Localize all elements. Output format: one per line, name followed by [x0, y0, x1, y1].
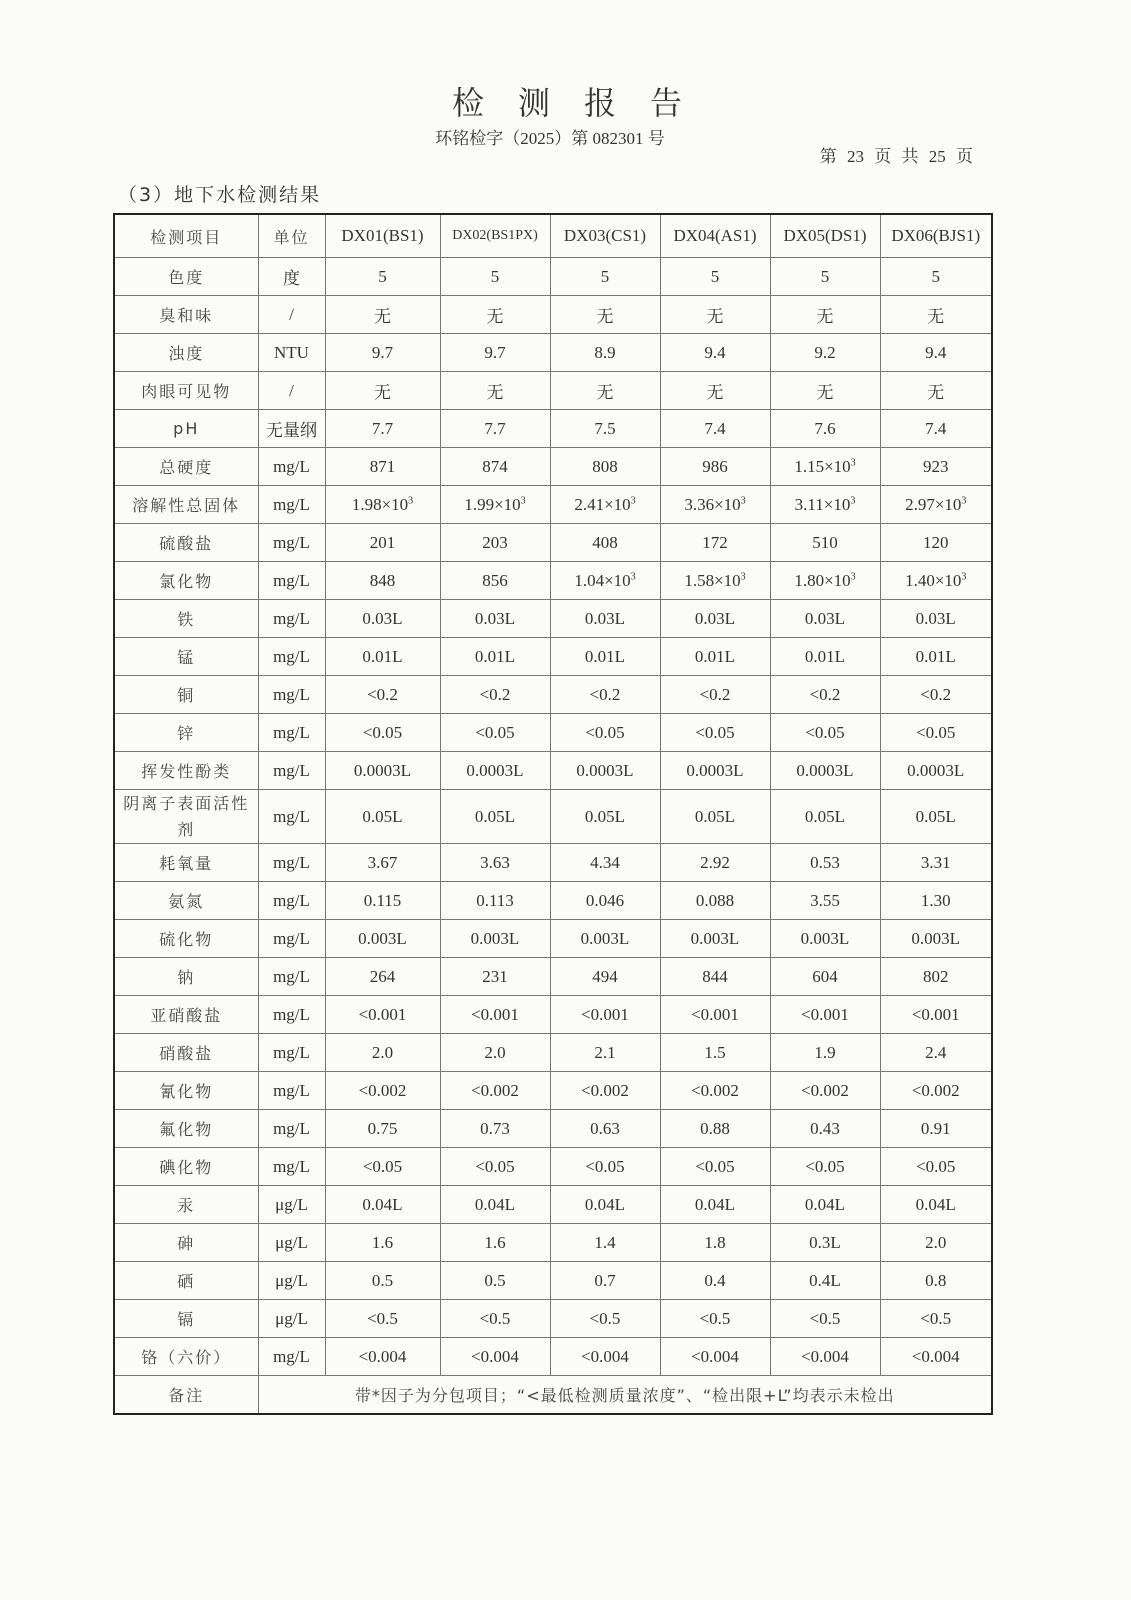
result-cell: 0.03L	[660, 600, 770, 638]
result-cell: 808	[550, 448, 660, 486]
result-cell: 2.92	[660, 844, 770, 882]
row-unit: mg/L	[258, 1110, 325, 1148]
result-cell: 9.7	[440, 334, 550, 372]
row-item-name: 臭和味	[114, 296, 258, 334]
exponent: 3	[740, 494, 746, 506]
result-cell: 0.5	[440, 1262, 550, 1300]
result-cell: 172	[660, 524, 770, 562]
table-row	[114, 714, 992, 752]
note-label: 备注	[114, 1376, 258, 1415]
report-title: 检测报告	[451, 84, 716, 122]
table-row	[114, 1148, 992, 1186]
result-cell: 0.0003L	[880, 752, 992, 790]
table-row	[114, 296, 992, 334]
row-item-name: 硝酸盐	[114, 1034, 258, 1072]
row-unit: mg/L	[258, 882, 325, 920]
result-cell: 无	[660, 296, 770, 334]
result-cell: <0.004	[550, 1338, 660, 1376]
result-cell: 2.4	[880, 1034, 992, 1072]
result-cell: 203	[440, 524, 550, 562]
result-cell: 9.7	[325, 334, 440, 372]
result-cell: 844	[660, 958, 770, 996]
table-row	[114, 844, 992, 882]
result-cell: 无	[440, 296, 550, 334]
exponent: 3	[740, 570, 746, 582]
row-item-name: 砷	[114, 1224, 258, 1262]
row-item-name: 硫化物	[114, 920, 258, 958]
row-unit: mg/L	[258, 790, 325, 844]
result-cell: $1.80\times 10^3$	[770, 562, 880, 600]
row-unit: mg/L	[258, 1338, 325, 1376]
result-cell: 120	[880, 524, 992, 562]
result-cell: 0.04L	[770, 1186, 880, 1224]
result-cell: 9.4	[660, 334, 770, 372]
result-cell: <0.05	[880, 714, 992, 752]
result-cell: 7.7	[440, 410, 550, 448]
result-cell: <0.2	[440, 676, 550, 714]
result-cell: <0.5	[550, 1300, 660, 1338]
result-cell: 0.04L	[550, 1186, 660, 1224]
row-unit: mg/L	[258, 1034, 325, 1072]
result-cell: $1.04\times 10^3$	[550, 562, 660, 600]
result-cell: 7.6	[770, 410, 880, 448]
result-cell: 无	[770, 372, 880, 410]
report-number: 环铭检字（2025）第 082301 号	[435, 129, 665, 148]
result-cell: 8.9	[550, 334, 660, 372]
exponent: 3	[630, 570, 636, 582]
result-cell: 3.55	[770, 882, 880, 920]
table-row	[114, 1186, 992, 1224]
result-cell: 0.05L	[440, 790, 550, 844]
result-cell: 0.63	[550, 1110, 660, 1148]
column-header-dx03: DX03(CS1)	[550, 214, 660, 258]
result-cell: 0.88	[660, 1110, 770, 1148]
result-cell: <0.001	[660, 996, 770, 1034]
table-header-row	[114, 214, 992, 258]
result-cell: $2.41\times 10^3$	[550, 486, 660, 524]
row-unit: mg/L	[258, 996, 325, 1034]
result-cell: 874	[440, 448, 550, 486]
result-cell: 无	[880, 296, 992, 334]
result-cell: <0.001	[550, 996, 660, 1034]
row-item-name: 氟化物	[114, 1110, 258, 1148]
table-row	[114, 882, 992, 920]
result-cell: 3.31	[880, 844, 992, 882]
result-cell: 无	[550, 372, 660, 410]
result-cell: <0.05	[550, 714, 660, 752]
note-row	[114, 1376, 992, 1415]
result-cell: 0.03L	[550, 600, 660, 638]
result-cell: <0.002	[660, 1072, 770, 1110]
result-cell: 0.0003L	[660, 752, 770, 790]
result-cell: 0.53	[770, 844, 880, 882]
result-cell: <0.05	[325, 1148, 440, 1186]
exponent: 3	[850, 456, 856, 468]
result-cell: 5	[325, 258, 440, 296]
row-item-name: 铜	[114, 676, 258, 714]
table-row	[114, 562, 992, 600]
result-cell: <0.5	[770, 1300, 880, 1338]
result-cell: 0.0003L	[770, 752, 880, 790]
result-cell: 1.9	[770, 1034, 880, 1072]
row-unit: μg/L	[258, 1186, 325, 1224]
result-cell: 7.7	[325, 410, 440, 448]
result-cell: <0.05	[880, 1148, 992, 1186]
row-unit: mg/L	[258, 958, 325, 996]
result-cell: <0.05	[325, 714, 440, 752]
table-row	[114, 334, 992, 372]
result-cell: 923	[880, 448, 992, 486]
result-cell: 231	[440, 958, 550, 996]
result-cell: <0.001	[880, 996, 992, 1034]
result-cell: 856	[440, 562, 550, 600]
row-unit: μg/L	[258, 1224, 325, 1262]
row-unit: 无量纲	[258, 410, 325, 448]
result-cell: 0.088	[660, 882, 770, 920]
row-unit: NTU	[258, 334, 325, 372]
column-header-dx02: DX02(BS1PX)	[440, 214, 550, 258]
result-cell: 0.003L	[550, 920, 660, 958]
row-item-name: 阴离子表面活性剂	[114, 790, 258, 844]
result-cell: <0.002	[770, 1072, 880, 1110]
column-header-unit: 单位	[258, 214, 325, 258]
result-cell: 0.03L	[880, 600, 992, 638]
result-cell: <0.001	[325, 996, 440, 1034]
result-cell: <0.002	[440, 1072, 550, 1110]
table-row	[114, 524, 992, 562]
result-cell: 0.03L	[440, 600, 550, 638]
table-row	[114, 996, 992, 1034]
row-unit: mg/L	[258, 920, 325, 958]
column-header-dx01: DX01(BS1)	[325, 214, 440, 258]
result-cell: <0.05	[440, 714, 550, 752]
row-unit: mg/L	[258, 448, 325, 486]
table-row	[114, 790, 992, 844]
result-cell: 0.05L	[770, 790, 880, 844]
result-cell: 7.5	[550, 410, 660, 448]
result-cell: 0.0003L	[440, 752, 550, 790]
result-cell: <0.004	[325, 1338, 440, 1376]
table-row	[114, 258, 992, 296]
table-row	[114, 1110, 992, 1148]
result-cell: <0.5	[325, 1300, 440, 1338]
row-unit: 度	[258, 258, 325, 296]
result-cell: 408	[550, 524, 660, 562]
row-item-name: 氯化物	[114, 562, 258, 600]
result-cell: <0.002	[325, 1072, 440, 1110]
result-cell: 0.04L	[440, 1186, 550, 1224]
result-cell: 0.05L	[660, 790, 770, 844]
row-unit: mg/L	[258, 752, 325, 790]
table-row	[114, 752, 992, 790]
column-header-dx06: DX06(BJS1)	[880, 214, 992, 258]
table-row	[114, 1224, 992, 1262]
result-cell: 5	[550, 258, 660, 296]
result-cell: 3.67	[325, 844, 440, 882]
row-unit: mg/L	[258, 714, 325, 752]
result-cell: 0.05L	[880, 790, 992, 844]
table-row	[114, 638, 992, 676]
result-cell: $3.11\times 10^3$	[770, 486, 880, 524]
table-row	[114, 1262, 992, 1300]
row-unit: mg/L	[258, 562, 325, 600]
result-cell: $1.98\times 10^3$	[325, 486, 440, 524]
row-unit: μg/L	[258, 1262, 325, 1300]
result-cell: 无	[440, 372, 550, 410]
result-cell: 2.1	[550, 1034, 660, 1072]
result-cell: 4.34	[550, 844, 660, 882]
result-cell: 0.8	[880, 1262, 992, 1300]
result-cell: 9.4	[880, 334, 992, 372]
result-cell: <0.2	[325, 676, 440, 714]
row-item-name: 总硬度	[114, 448, 258, 486]
row-unit: mg/L	[258, 486, 325, 524]
row-item-name: 铬（六价）	[114, 1338, 258, 1376]
result-cell: 802	[880, 958, 992, 996]
result-cell: 0.5	[325, 1262, 440, 1300]
result-cell: 0.113	[440, 882, 550, 920]
result-cell: 0.01L	[325, 638, 440, 676]
table-row	[114, 372, 992, 410]
result-cell: 0.75	[325, 1110, 440, 1148]
result-cell: 无	[770, 296, 880, 334]
result-cell: 0.05L	[325, 790, 440, 844]
result-cell: 1.6	[440, 1224, 550, 1262]
result-cell: 0.003L	[880, 920, 992, 958]
result-cell: 9.2	[770, 334, 880, 372]
result-cell: 0.003L	[660, 920, 770, 958]
row-item-name: 溶解性总固体	[114, 486, 258, 524]
row-unit: mg/L	[258, 1148, 325, 1186]
result-cell: 1.4	[550, 1224, 660, 1262]
result-cell: <0.2	[770, 676, 880, 714]
result-cell: <0.5	[880, 1300, 992, 1338]
result-cell: 0.73	[440, 1110, 550, 1148]
result-cell: <0.002	[550, 1072, 660, 1110]
result-cell: 1.5	[660, 1034, 770, 1072]
row-item-name: 亚硝酸盐	[114, 996, 258, 1034]
row-item-name: 碘化物	[114, 1148, 258, 1186]
result-cell: $1.40\times 10^3$	[880, 562, 992, 600]
result-cell: 1.8	[660, 1224, 770, 1262]
result-cell: 0.03L	[325, 600, 440, 638]
result-cell: 0.04L	[880, 1186, 992, 1224]
row-item-name: 挥发性酚类	[114, 752, 258, 790]
result-cell: 无	[325, 372, 440, 410]
result-cell: 0.4L	[770, 1262, 880, 1300]
section-title: （3）地下水检测结果	[118, 184, 322, 206]
result-cell: 201	[325, 524, 440, 562]
note-text: 带*因子为分包项目；“<最低检测质量浓度”、“检出限+L”均表示未检出	[258, 1376, 992, 1415]
result-cell: 1.30	[880, 882, 992, 920]
exponent: 3	[408, 494, 414, 506]
result-cell: <0.002	[880, 1072, 992, 1110]
row-item-name: 氰化物	[114, 1072, 258, 1110]
result-cell: <0.2	[660, 676, 770, 714]
result-cell: 无	[325, 296, 440, 334]
result-cell: 0.4	[660, 1262, 770, 1300]
result-cell: 0.01L	[880, 638, 992, 676]
column-header-item: 检测项目	[114, 214, 258, 258]
result-cell: 0.003L	[325, 920, 440, 958]
result-cell: 7.4	[660, 410, 770, 448]
row-item-name: 汞	[114, 1186, 258, 1224]
result-cell: 264	[325, 958, 440, 996]
table-row	[114, 920, 992, 958]
result-cell: 5	[660, 258, 770, 296]
exponent: 3	[520, 494, 526, 506]
result-cell: <0.004	[770, 1338, 880, 1376]
result-cell: 2.0	[440, 1034, 550, 1072]
result-cell: 0.01L	[770, 638, 880, 676]
row-item-name: 耗氧量	[114, 844, 258, 882]
table-row	[114, 958, 992, 996]
result-cell: <0.05	[660, 714, 770, 752]
result-cell: 871	[325, 448, 440, 486]
result-cell: <0.001	[440, 996, 550, 1034]
result-cell: 0.43	[770, 1110, 880, 1148]
result-cell: 494	[550, 958, 660, 996]
row-item-name: 硒	[114, 1262, 258, 1300]
row-item-name: 锌	[114, 714, 258, 752]
result-cell: 848	[325, 562, 440, 600]
column-header-dx05: DX05(DS1)	[770, 214, 880, 258]
result-cell: 0.01L	[660, 638, 770, 676]
result-cell: 5	[440, 258, 550, 296]
result-cell: <0.2	[880, 676, 992, 714]
table-row	[114, 1034, 992, 1072]
result-cell: 0.05L	[550, 790, 660, 844]
result-cell: $2.97\times 10^3$	[880, 486, 992, 524]
result-cell: 无	[880, 372, 992, 410]
result-cell: $3.36\times 10^3$	[660, 486, 770, 524]
row-unit: mg/L	[258, 676, 325, 714]
result-cell: 0.115	[325, 882, 440, 920]
result-cell: <0.05	[770, 714, 880, 752]
result-cell: <0.05	[440, 1148, 550, 1186]
row-item-name: 铁	[114, 600, 258, 638]
result-cell: 2.0	[880, 1224, 992, 1262]
result-cell: <0.004	[660, 1338, 770, 1376]
result-cell: 1.6	[325, 1224, 440, 1262]
table-row	[114, 1338, 992, 1376]
table-row	[114, 1300, 992, 1338]
row-unit: μg/L	[258, 1300, 325, 1338]
result-cell: 0.03L	[770, 600, 880, 638]
result-cell: <0.05	[660, 1148, 770, 1186]
row-item-name: 镉	[114, 1300, 258, 1338]
result-cell: 0.0003L	[325, 752, 440, 790]
row-unit: mg/L	[258, 1072, 325, 1110]
result-cell: 2.0	[325, 1034, 440, 1072]
result-cell: 0.003L	[770, 920, 880, 958]
result-cell: 无	[550, 296, 660, 334]
result-cell: 0.003L	[440, 920, 550, 958]
groundwater-results-table	[113, 213, 993, 1415]
result-cell: 0.01L	[440, 638, 550, 676]
table-row	[114, 410, 992, 448]
result-cell: 510	[770, 524, 880, 562]
exponent: 3	[630, 494, 636, 506]
row-unit: mg/L	[258, 600, 325, 638]
row-item-name: pH	[114, 410, 258, 448]
result-cell: <0.5	[660, 1300, 770, 1338]
result-cell: 604	[770, 958, 880, 996]
result-cell: 0.3L	[770, 1224, 880, 1262]
exponent: 3	[961, 570, 967, 582]
result-cell: 0.0003L	[550, 752, 660, 790]
row-item-name: 锰	[114, 638, 258, 676]
table-row	[114, 486, 992, 524]
result-cell: 0.7	[550, 1262, 660, 1300]
table-row	[114, 676, 992, 714]
table-row	[114, 600, 992, 638]
result-cell: $1.15\times 10^3$	[770, 448, 880, 486]
table-row	[114, 1072, 992, 1110]
exponent: 3	[961, 494, 967, 506]
result-cell: <0.05	[550, 1148, 660, 1186]
result-cell: 无	[660, 372, 770, 410]
result-cell: 986	[660, 448, 770, 486]
result-cell: <0.004	[440, 1338, 550, 1376]
result-cell: <0.5	[440, 1300, 550, 1338]
result-cell: 0.04L	[660, 1186, 770, 1224]
exponent: 3	[850, 494, 856, 506]
row-unit: mg/L	[258, 524, 325, 562]
row-item-name: 肉眼可见物	[114, 372, 258, 410]
result-cell: $1.99\times 10^3$	[440, 486, 550, 524]
column-header-dx04: DX04(AS1)	[660, 214, 770, 258]
result-cell: <0.05	[770, 1148, 880, 1186]
row-item-name: 色度	[114, 258, 258, 296]
row-unit: mg/L	[258, 638, 325, 676]
result-cell: 0.04L	[325, 1186, 440, 1224]
row-item-name: 浊度	[114, 334, 258, 372]
table-row	[114, 448, 992, 486]
row-unit: /	[258, 372, 325, 410]
page-number: 第 23 页 共 25 页	[819, 147, 973, 166]
row-unit: mg/L	[258, 844, 325, 882]
result-cell: <0.004	[880, 1338, 992, 1376]
row-item-name: 钠	[114, 958, 258, 996]
result-cell: 0.046	[550, 882, 660, 920]
result-cell: $1.58\times 10^3$	[660, 562, 770, 600]
exponent: 3	[850, 570, 856, 582]
result-cell: <0.001	[770, 996, 880, 1034]
row-unit: /	[258, 296, 325, 334]
result-cell: 5	[770, 258, 880, 296]
result-cell: 5	[880, 258, 992, 296]
row-item-name: 氨氮	[114, 882, 258, 920]
result-cell: 7.4	[880, 410, 992, 448]
result-cell: <0.2	[550, 676, 660, 714]
result-cell: 0.01L	[550, 638, 660, 676]
result-cell: 0.91	[880, 1110, 992, 1148]
result-cell: 3.63	[440, 844, 550, 882]
row-item-name: 硫酸盐	[114, 524, 258, 562]
